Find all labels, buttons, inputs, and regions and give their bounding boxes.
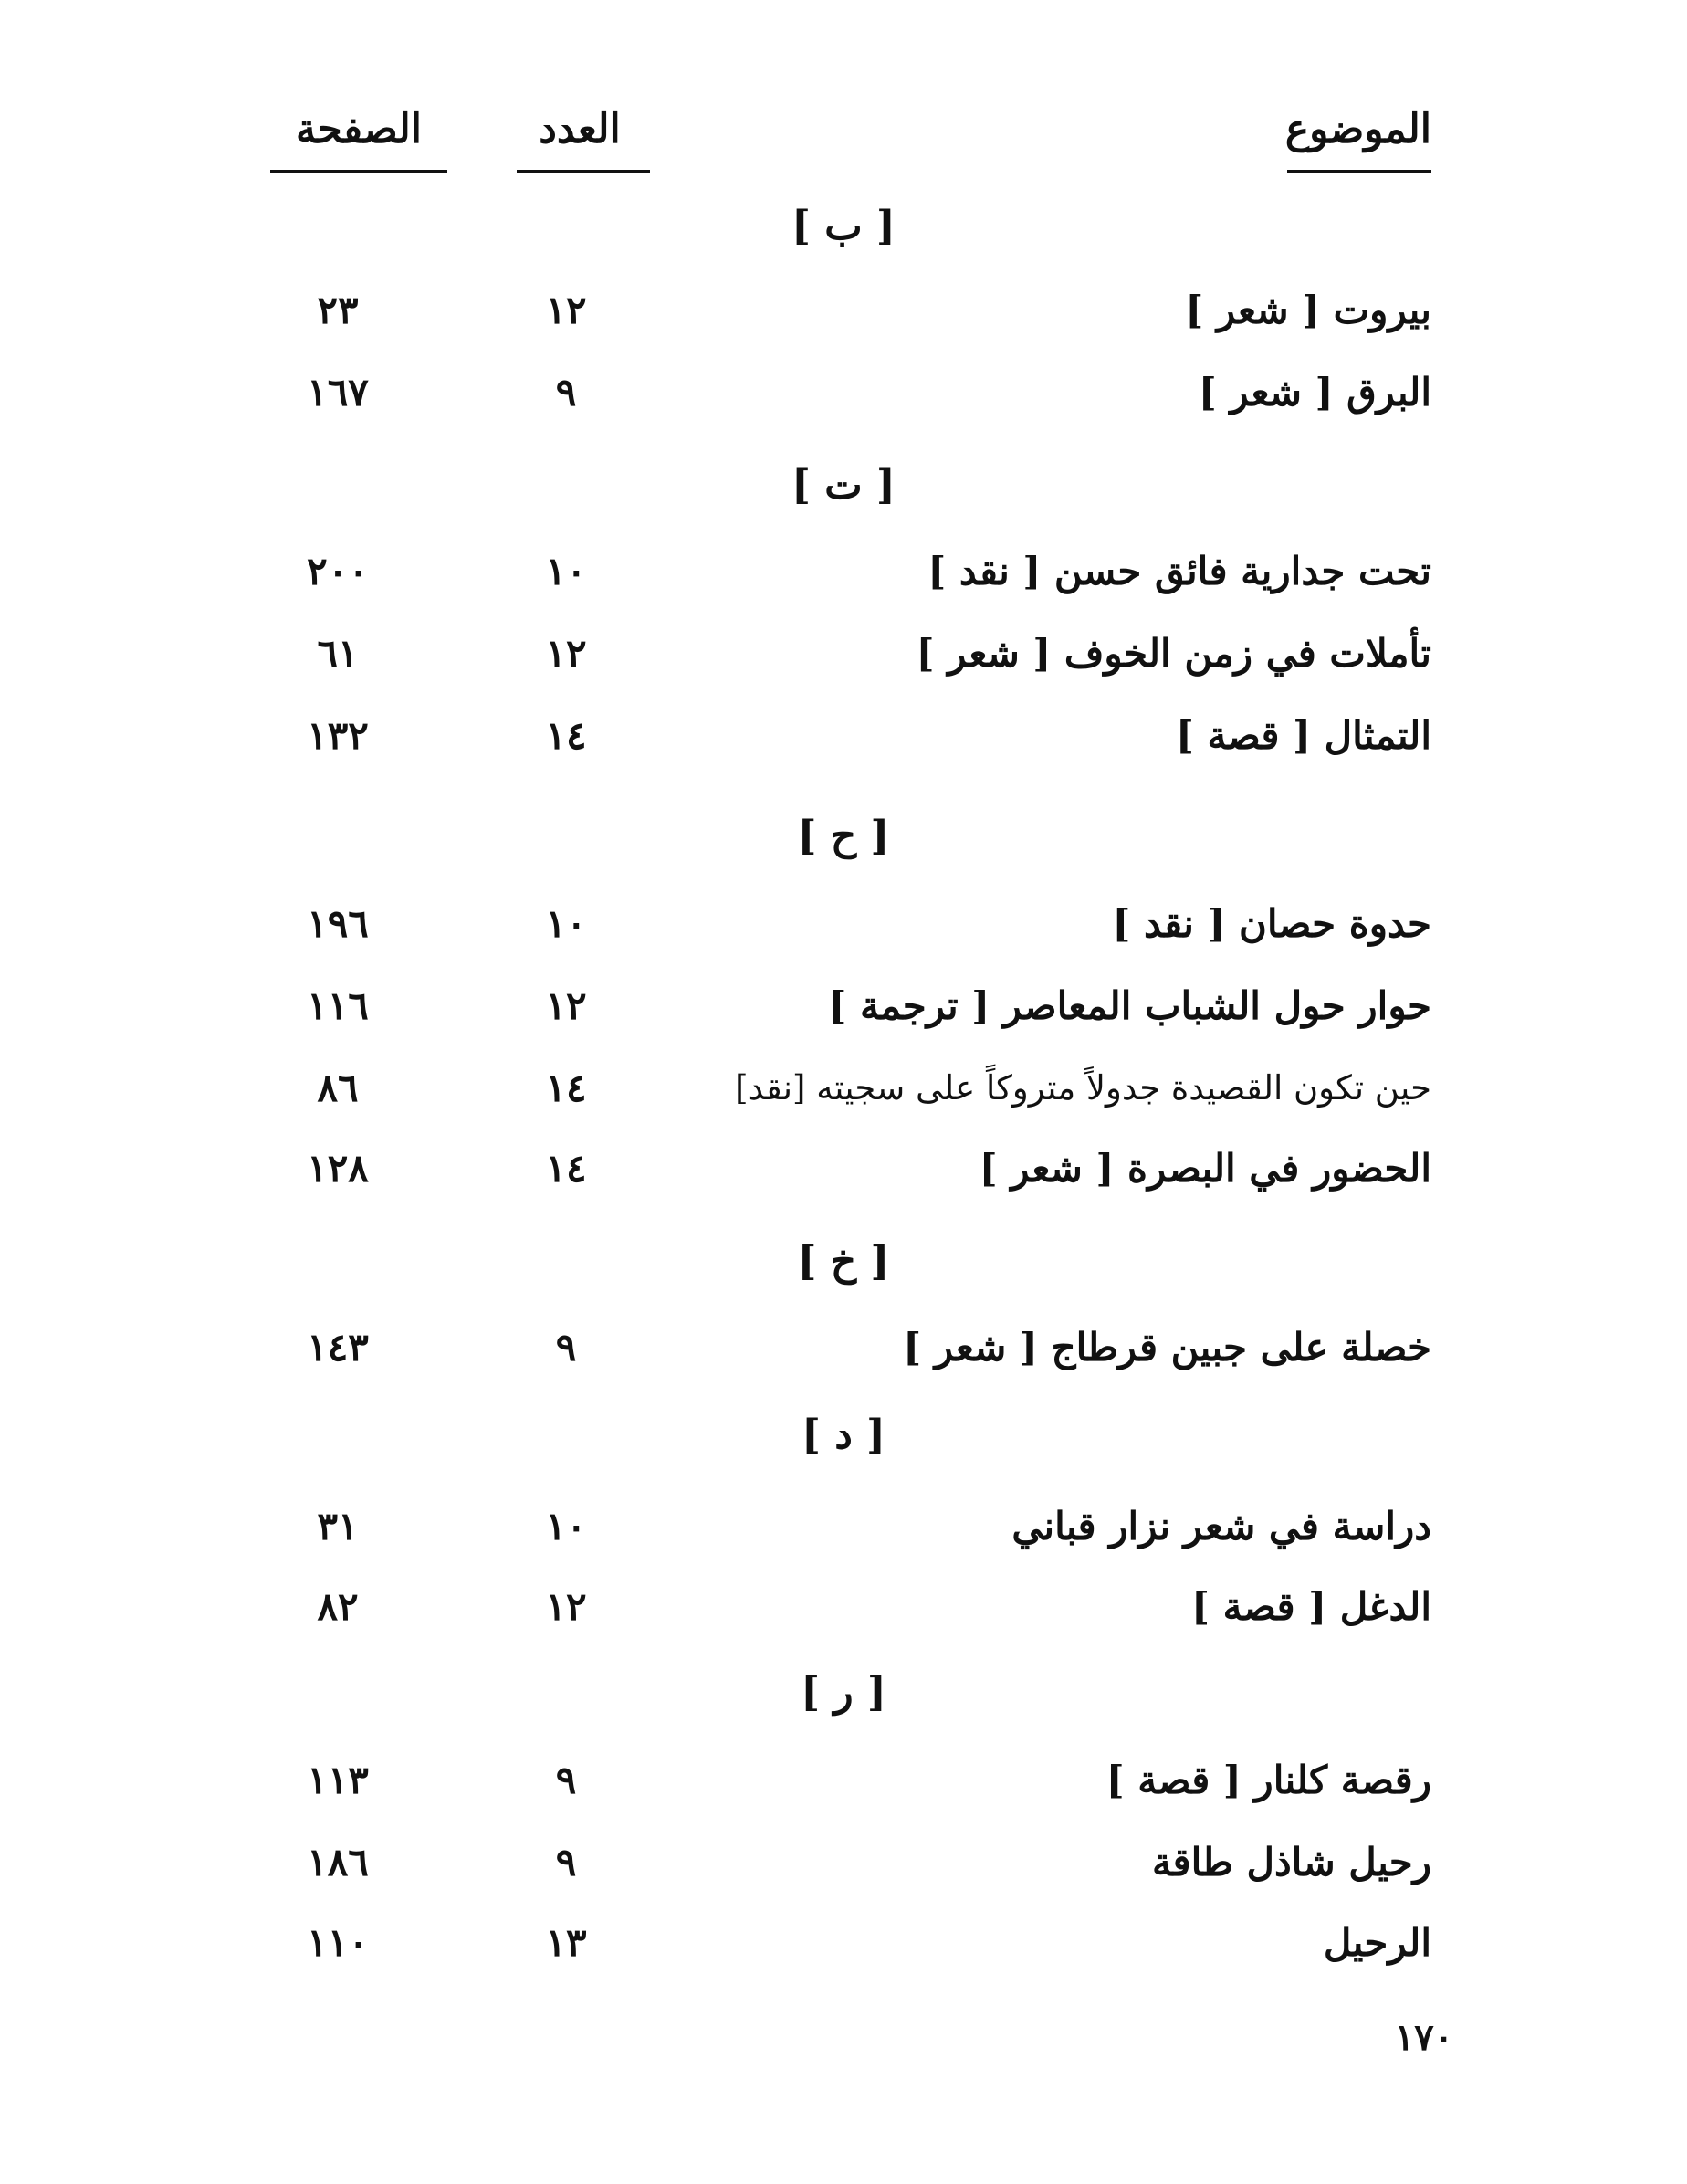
entry-subject: تحت جدارية فائق حسن [ نقد ] (927, 549, 1431, 593)
index-row (0, 625, 1687, 683)
entry-subject: حوار حول الشباب المعاصر [ ترجمة ] (828, 983, 1431, 1028)
index-row (0, 1059, 1687, 1118)
entry-subject: دراسة في شعر نزار قباني (1011, 1504, 1431, 1549)
entry-page: ٦١ (317, 631, 359, 676)
entry-subject: حدوة حصان [ نقد ] (1112, 901, 1431, 946)
entry-subject: بيروت [ شعر ] (1185, 288, 1431, 332)
entry-subject: حين تكون القصيدة جدولاً متروكاً على سجيته [نقد] (735, 1068, 1431, 1108)
entry-page: ١٦٧ (307, 370, 369, 415)
entry-issue: ١٠ (545, 549, 587, 593)
index-row (0, 707, 1687, 765)
header-page-underline (270, 170, 447, 173)
entry-page: ١١٣ (307, 1758, 369, 1802)
entry-page: ٢٠٠ (307, 549, 369, 593)
header-issue: العدد (539, 106, 621, 152)
entry-page: ١٩٦ (307, 901, 369, 946)
entry-page: ٨٢ (317, 1584, 359, 1629)
section-letter: [ ب ] (791, 203, 896, 249)
entry-issue: ١٤ (545, 1146, 587, 1191)
page-number: ١٧٠ (1394, 2016, 1454, 2059)
entry-issue: ٩ (555, 1325, 577, 1370)
header-page: الصفحة (295, 106, 423, 152)
entry-subject: تأملات في زمن الخوف [ شعر ] (916, 631, 1431, 676)
index-row (0, 1318, 1687, 1377)
entry-issue: ١٣ (545, 1920, 587, 1965)
entry-issue: ١٠ (545, 901, 587, 946)
entry-page: ١١٦ (307, 983, 369, 1028)
index-row (0, 281, 1687, 340)
header-subject-underline (1287, 170, 1431, 173)
entry-issue: ٩ (555, 1758, 577, 1802)
entry-issue: ١٤ (545, 1066, 587, 1110)
entry-page: ٢٣ (317, 288, 359, 332)
index-row (0, 1833, 1687, 1892)
entry-subject: خصلة على جبين قرطاج [ شعر ] (903, 1325, 1431, 1370)
index-row (0, 542, 1687, 601)
entry-issue: ١٢ (545, 1584, 587, 1629)
index-row (0, 895, 1687, 953)
index-row (0, 1139, 1687, 1198)
entry-page: ٣١ (317, 1504, 359, 1549)
entry-page: ١١٠ (307, 1920, 369, 1965)
index-row (0, 977, 1687, 1035)
entry-issue: ١٤ (545, 713, 587, 758)
entry-issue: ١٢ (545, 983, 587, 1028)
index-row (0, 1751, 1687, 1810)
section-letter: [ ر ] (801, 1669, 886, 1716)
entry-issue: ١٠ (545, 1504, 587, 1549)
index-row (0, 1497, 1687, 1556)
entry-issue: ٩ (555, 1840, 577, 1885)
entry-issue: ١٢ (545, 288, 587, 332)
entry-issue: ٩ (555, 370, 577, 415)
index-row (0, 1914, 1687, 1972)
header-subject: الموضوع (1284, 106, 1431, 152)
entry-subject: الحضور في البصرة [ شعر ] (979, 1146, 1431, 1191)
header-issue-underline (517, 170, 650, 173)
entry-subject: رقصة كلنار [ قصة ] (1105, 1758, 1431, 1802)
section-letter: [ ت ] (791, 462, 896, 509)
entry-page: ١٨٦ (307, 1840, 369, 1885)
section-letter: [ ح ] (797, 813, 890, 859)
index-row (0, 363, 1687, 422)
entry-page: ٨٦ (317, 1066, 359, 1110)
entry-subject: الدغل [ قصة ] (1191, 1584, 1431, 1629)
section-letter: [ د ] (802, 1412, 885, 1458)
section-letter: [ خ ] (797, 1238, 890, 1285)
entry-page: ١٣٢ (307, 713, 369, 758)
entry-subject: التمثال [ قصة ] (1175, 713, 1431, 758)
index-row (0, 1578, 1687, 1636)
entry-subject: البرق [ شعر ] (1198, 370, 1431, 415)
entry-page: ١٤٣ (307, 1325, 369, 1370)
entry-subject: الرحيل (1323, 1920, 1431, 1965)
entry-subject: رحيل شاذل طاقة (1152, 1840, 1431, 1885)
entry-page: ١٢٨ (307, 1146, 369, 1191)
entry-issue: ١٢ (545, 631, 587, 676)
